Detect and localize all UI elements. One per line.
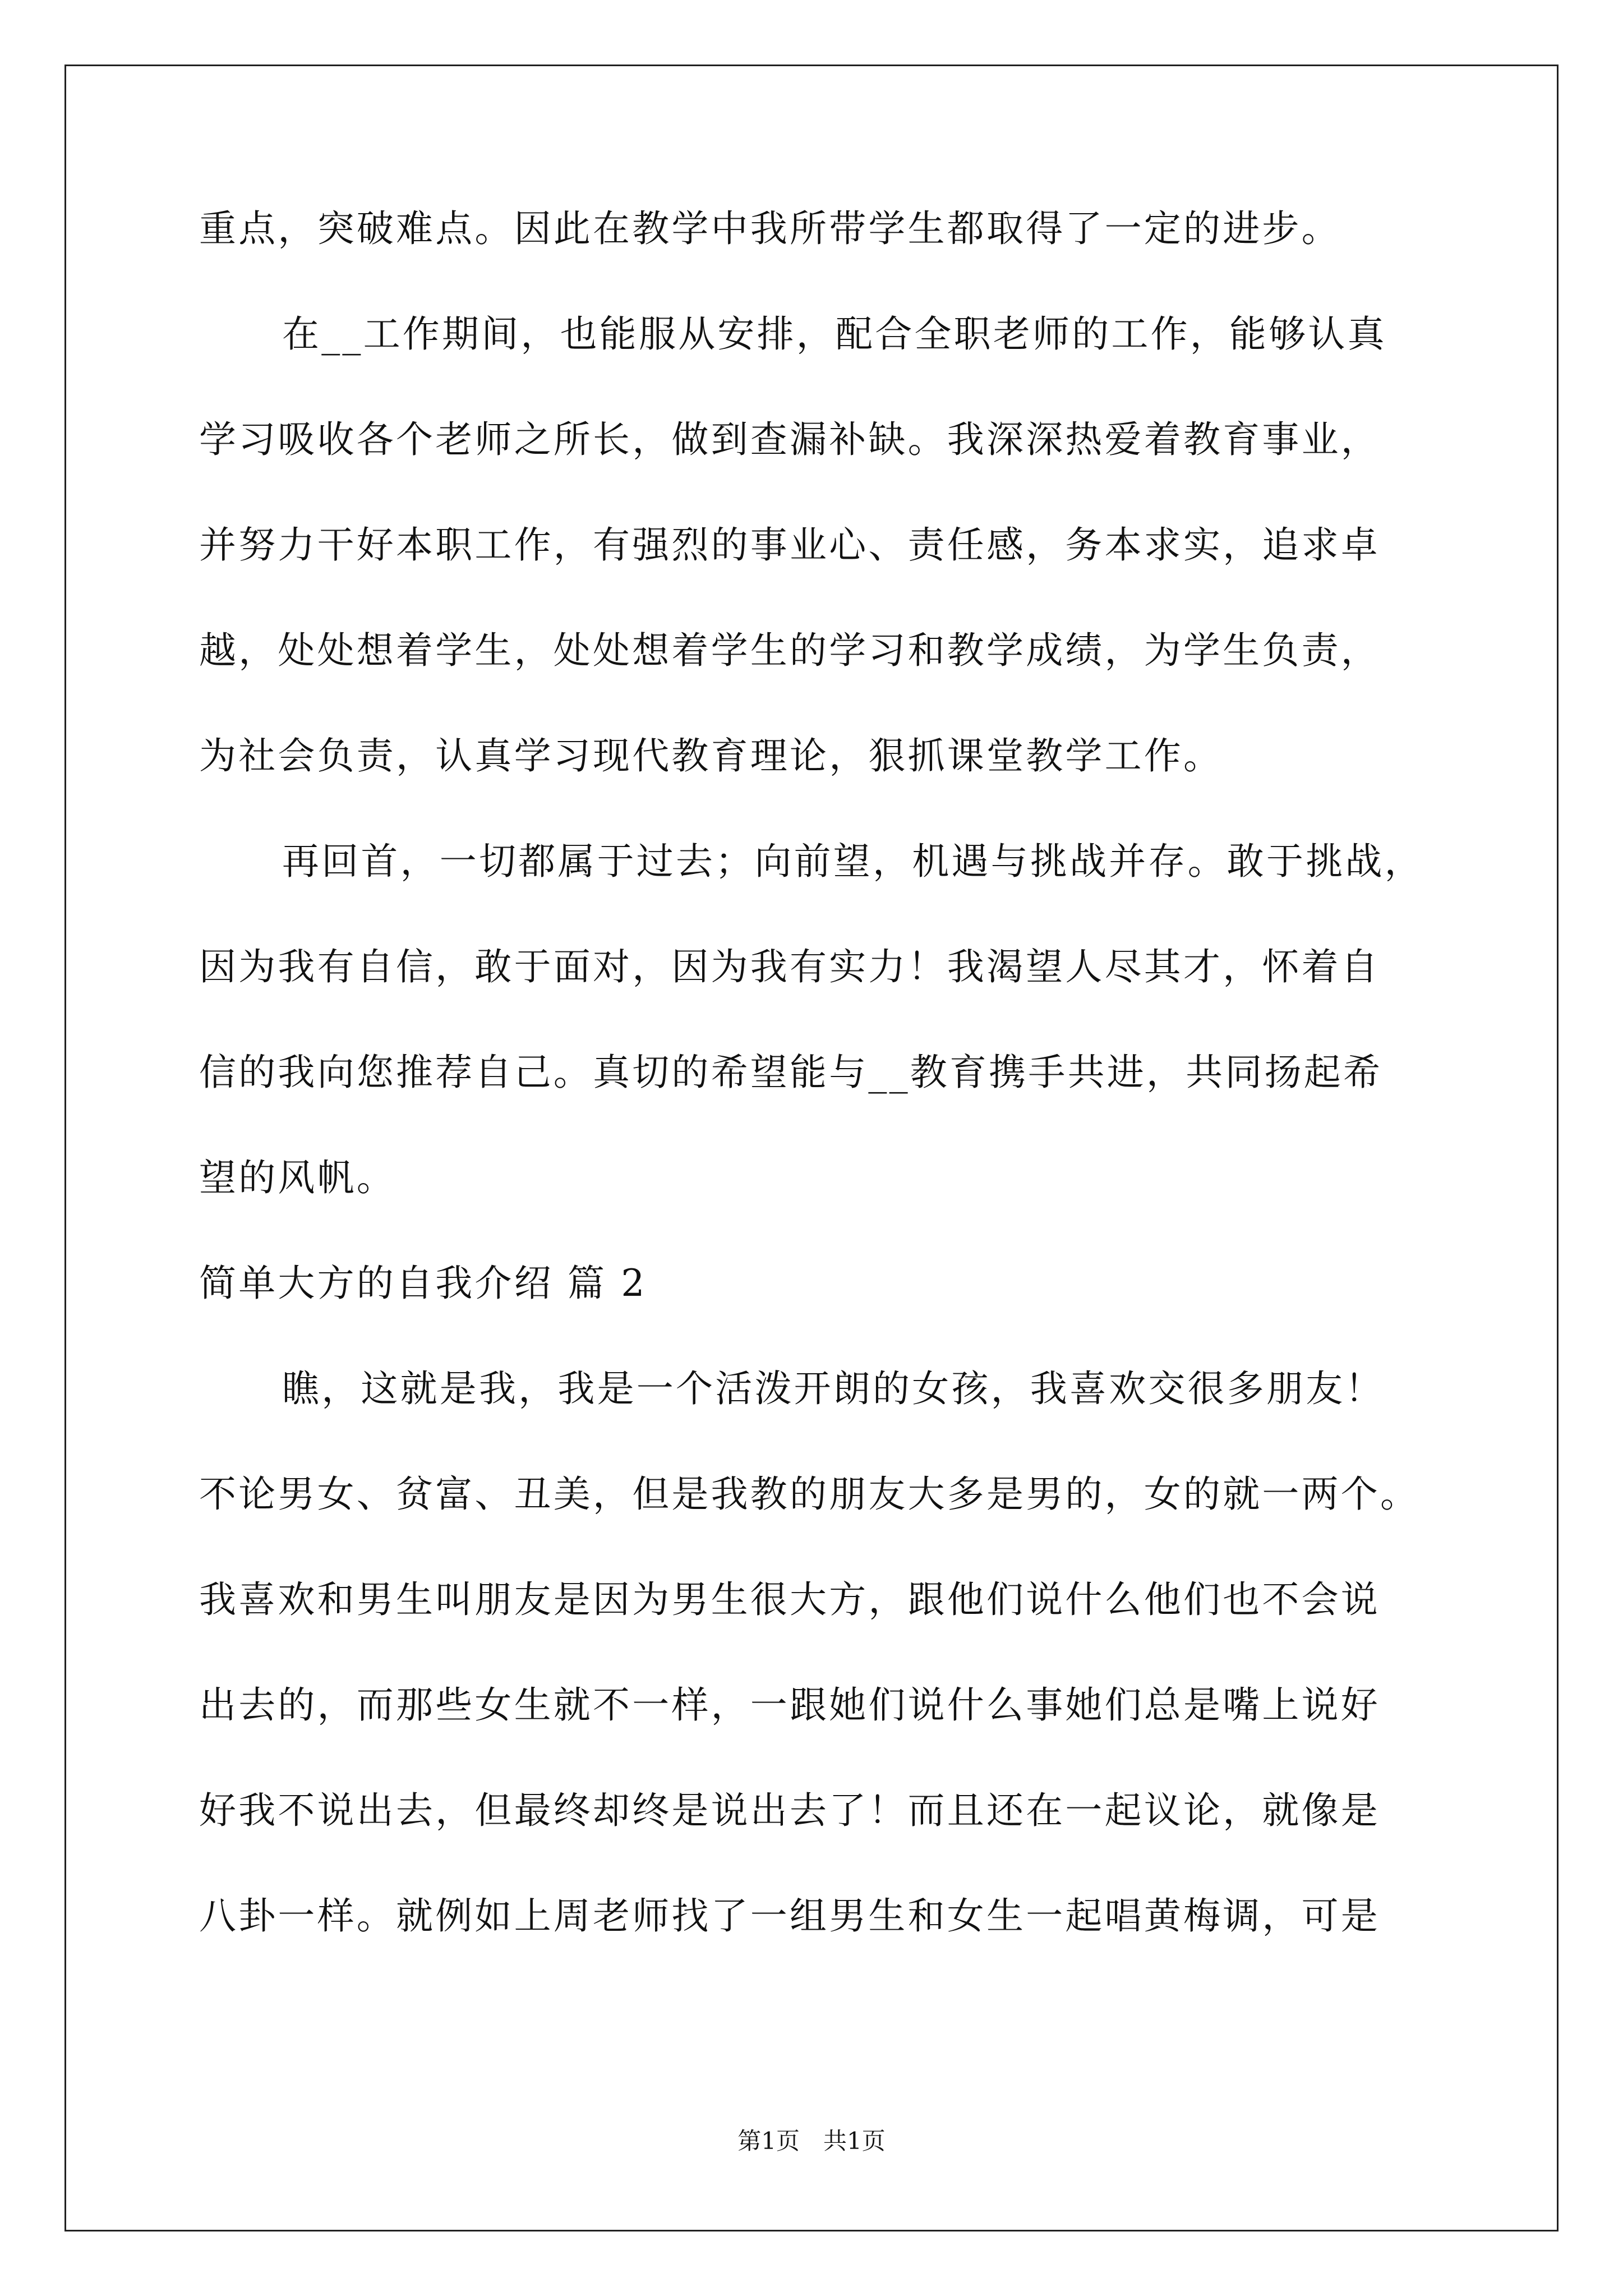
text-line-15: 出去的，而那些女生就不一样，一跟她们说什么事她们总是嘴上说好 [199, 1683, 1380, 1727]
text-line-16: 好我不说出去，但最终却终是说出去了！而且还在一起议论，就像是 [199, 1789, 1380, 1832]
page-footer: 第1页 共1页 [737, 2127, 886, 2155]
text-line-1: 重点，突破难点。因此在教学中我所带学生都取得了一定的进步。 [199, 207, 1341, 250]
text-line-17: 八卦一样。就例如上周老师找了一组男生和女生一起唱黄梅调，可是 [199, 1894, 1380, 1938]
text-line-3: 学习吸收各个老师之所长，做到查漏补缺。我深深热爱着教育事业， [199, 418, 1380, 461]
text-line-6: 为社会负责，认真学习现代教育理论，狠抓课堂教学工作。 [199, 734, 1223, 777]
text-line-7: 再回首，一切都属于过去；向前望，机遇与挑战并存。敢于挑战， [282, 840, 1424, 883]
text-line-12: 瞧，这就是我，我是一个活泼开朗的女孩，我喜欢交很多朋友！ [282, 1367, 1385, 1410]
section-heading: 简单大方的自我介绍 篇 2 [199, 1262, 647, 1305]
text-line-14: 我喜欢和男生叫朋友是因为男生很大方，跟他们说什么他们也不会说 [199, 1578, 1380, 1621]
text-line-4: 并努力干好本职工作，有强烈的事业心、责任感，务本求实，追求卓 [199, 523, 1380, 567]
text-line-13: 不论男女、贫富、丑美，但是我教的朋友大多是男的，女的就一两个。 [199, 1473, 1420, 1516]
text-line-2: 在__工作期间，也能服从安排，配合全职老师的工作，能够认真 [282, 312, 1387, 356]
text-line-8: 因为我有自信，敢于面对，因为我有实力！我渴望人尽其才，怀着自 [199, 945, 1380, 988]
text-line-10: 望的风帆。 [199, 1156, 396, 1199]
text-line-9: 信的我向您推荐自己。真切的希望能与__教育携手共进，共同扬起希 [199, 1051, 1383, 1094]
text-line-5: 越，处处想着学生，处处想着学生的学习和教学成绩，为学生负责， [199, 629, 1380, 672]
